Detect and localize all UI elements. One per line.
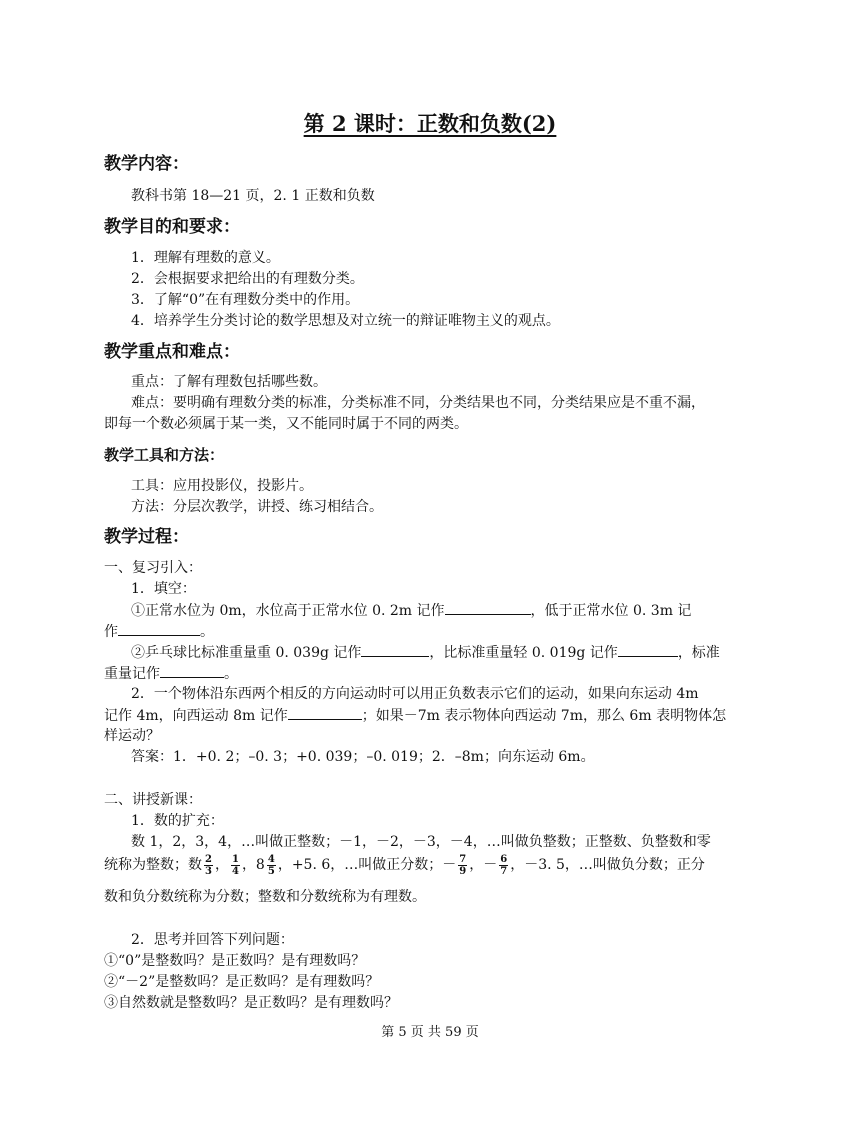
review-q1a-line1: ①正常水位为 0m，水位高于正常水位 0. 2m 记作 ，低于正常水位 0. 3m 记 [131,600,771,621]
fraction: $\frac{1}{4}$ [231,853,239,877]
answer-blank[interactable] [118,621,200,636]
review-q2-line2: 记作 4m，向西运动 8m 记作 ；如果－7m 表示物体向西运动 7m，那么 6m 表明物体怎 [104,705,744,726]
difficulty-line-1: 难点：要明确有理数分类的标准，分类标准不同，分类结果也不同，分类结果应是不重不漏， [131,395,705,411]
review-q2-line3: 样运动？ [104,728,160,744]
difficulty-line-2: 即每一个数必须属于某一类，又不能同时属于不同的两类。 [104,416,468,432]
heading-goals: 教学目的和要求： [104,217,240,237]
newlesson-title: 二、讲授新课： [104,792,202,808]
goal-item: 4．培养学生分类讨论的数学思想及对立统一的辩证唯物主义的观点。 [131,313,560,329]
question-item: ①“0”是整数吗？是正数吗？是有理数吗？ [104,953,366,969]
fraction: $\frac{7}{9}$ [459,853,467,877]
question-item: ②“－2”是整数吗？是正数吗？是有理数吗？ [104,974,380,990]
review-q1a-line2: 作 。 [104,621,744,642]
newlesson-p5: 2．思考并回答下列问题： [131,932,294,948]
fraction: $\frac{6}{7}$ [500,853,508,877]
review-q1: 1．填空： [131,581,196,597]
review-q1b-line2: 重量记作 。 [104,663,744,684]
fraction: $\frac{4}{5}$ [267,853,275,877]
review-answer: 答案：1．+0. 2；–0. 3；+0. 039；–0. 019；2．–8m；向东运动 6m。 [131,749,595,765]
answer-blank[interactable] [361,642,429,657]
goal-item: 3．了解“0”在有理数分类中的作用。 [131,292,360,308]
key-point: 重点：了解有理数包括哪些数。 [131,374,327,390]
answer-blank[interactable] [445,600,531,615]
question-item: ③自然数就是整数吗？是正数吗？是有理数吗？ [104,995,398,1011]
page-footer: 第 5 页 共 59 页 [381,1025,479,1040]
heading-content: 教学内容： [104,154,189,174]
goal-item: 1．理解有理数的意义。 [131,250,280,266]
fraction: $\frac{2}{3}$ [205,853,212,877]
review-q2-line1: 2．一个物体沿东西两个相反的方向运动时可以用正负数表示它们的运动，如果向东运动 4m [131,686,699,702]
page-title: 第 2 课时：正数和负数(2) [303,111,557,136]
newlesson-p3: 统称为整数；数 $\frac{2}{3}$ ， $\frac{1}{4}$ ，8 $\frac{4}{5}$ ，+5. 6，…叫做正分数；－ $\frac{7}{9}$ ，－ $\frac{6}{7}$ ，－3. 5，…叫做负分数；正分 [104,853,705,877]
newlesson-p1: 1．数的扩充： [131,813,224,829]
heading-process: 教学过程： [104,527,189,547]
goal-item: 2．会根据要求把给出的有理数分类。 [131,271,364,287]
newlesson-p2: 数 1，2，3，4，…叫做正整数；－1，－2，－3，－4，…叫做负整数；正整数、负整数和零 [131,834,711,850]
heading-key-points: 教学重点和难点： [104,342,240,362]
content-text: 教科书第 18—21 页，2. 1 正数和负数 [131,188,375,204]
answer-blank[interactable] [618,642,678,657]
method-text: 方法：分层次教学，讲授、练习相结合。 [131,499,383,515]
answer-blank[interactable] [288,705,362,720]
heading-tools-methods: 教学工具和方法： [104,446,225,464]
newlesson-p4: 数和负分数统称为分数；整数和分数统称为有理数。 [104,889,426,905]
review-q1b-line1: ②乒乓球比标准重量重 0. 039g 记作 ，比标准重量轻 0. 019g 记作 ，标准 [131,642,771,663]
tools-text: 工具：应用投影仪，投影片。 [131,478,313,494]
review-title: 一、复习引入： [104,560,202,576]
answer-blank[interactable] [160,663,224,678]
